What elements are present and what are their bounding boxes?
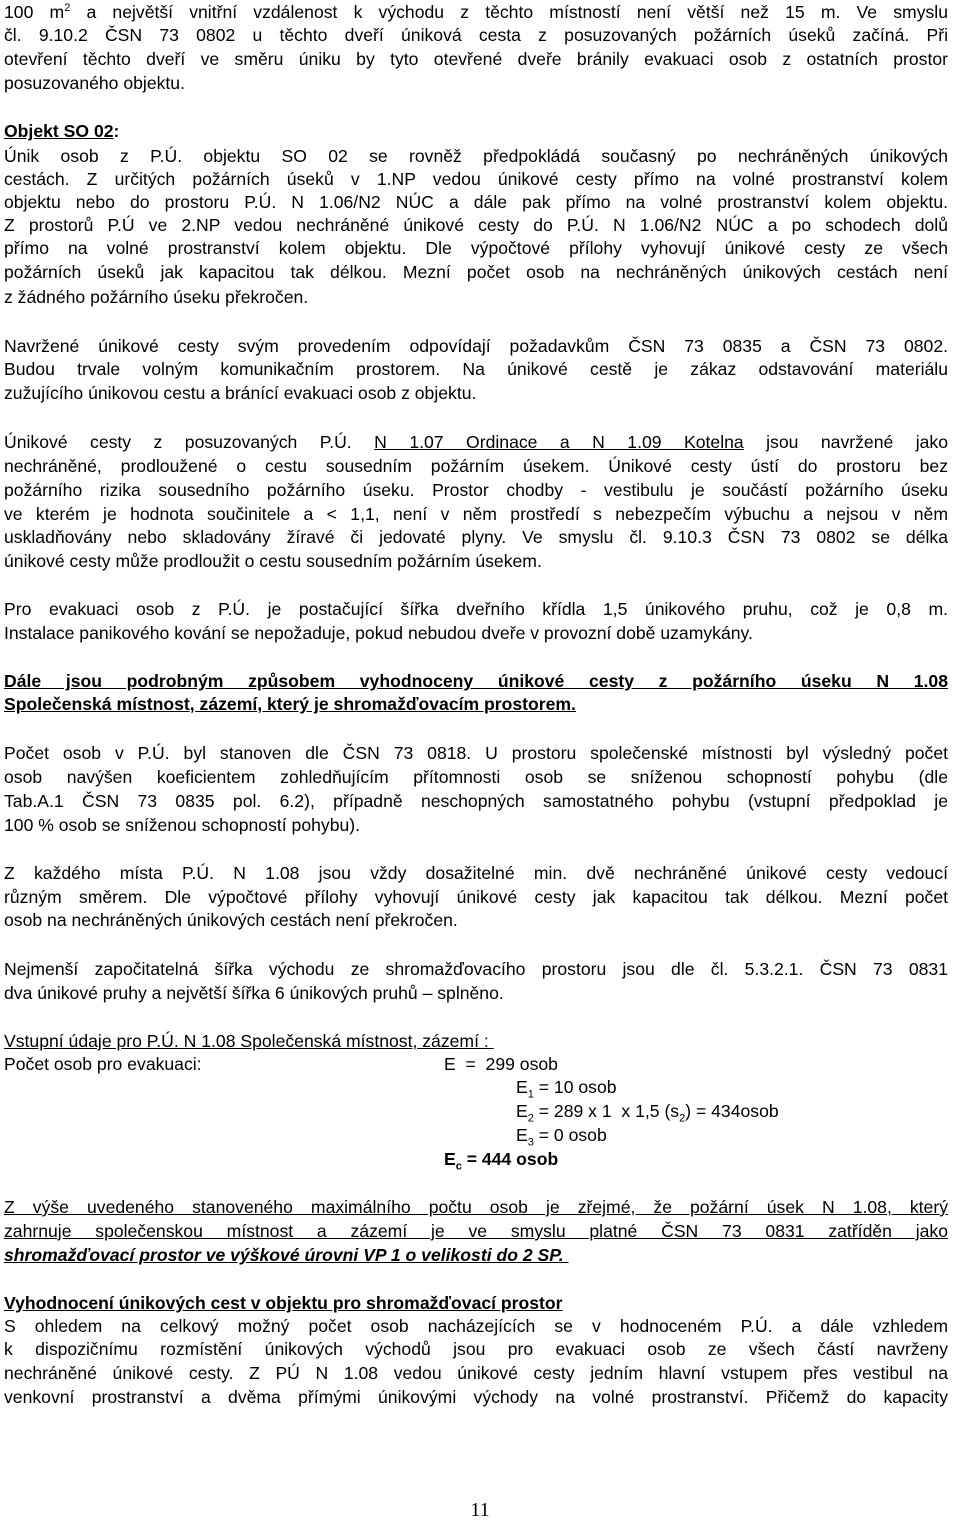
page-number: 11: [470, 1499, 490, 1521]
text-line: čl. 9.10.2 ČSN 73 0802 u těchto dveří úniková cesta z posuzovaných požárních úseků začíná. Při: [4, 25, 948, 45]
subscript: c: [455, 1160, 462, 1173]
text-line: 100 % osob se sníženou schopností pohybu).: [4, 815, 361, 835]
heading-text: Objekt SO 02: [4, 121, 114, 141]
text-line: Z každého místa P.Ú. N 1.08 jsou vždy dosažitelné min. dvě nechráněné únikové cesty vedoucí: [4, 863, 948, 883]
text-line: Z výše uvedeného stanoveného maximálního počtu osob je zřejmé, že požární úsek N 1.08, který: [4, 1197, 948, 1217]
section-heading: [4, 119, 119, 143]
text-line: posuzovaného objektu.: [4, 73, 185, 93]
calc-Ec: [444, 1147, 558, 1171]
text-line: uskladňovány nebo skladovány žíravé či jedovaté plyny. Ve smyslu čl. 9.10.3 ČSN 73 0802 se délka: [4, 527, 948, 547]
input-data-heading: Vstupní údaje pro P.Ú. N 1.08 Společenská místnost, zázemí :: [4, 1031, 494, 1051]
calc-E: E = 299 osob: [444, 1054, 558, 1074]
text-line: únikové cesty může prodloužit o cestu sousedním požárním úsekem.: [4, 551, 542, 571]
underlined-fragment: N 1.07 Ordinace a N 1.09 Kotelna: [374, 432, 744, 452]
calc-E3: [516, 1123, 607, 1147]
symbol: E: [444, 1149, 456, 1169]
text-line: z žádného požárního úseku překročen.: [4, 287, 309, 307]
symbol: E: [516, 1101, 528, 1121]
text-line: různým směrem. Dle výpočtové přílohy vyhovují únikové cesty jak kapacitou tak délkou. Mezní počet: [4, 887, 948, 907]
text-line: objektu nebo do prostoru P.Ú. N 1.06/N2 NÚC a dále pak přímo na volné prostranství kolem objektu.: [4, 192, 948, 212]
subscript: 2: [679, 1112, 686, 1125]
text-line: Počet osob v P.Ú. byl stanoven dle ČSN 73 0818. U prostoru společenské místnosti byl výsledný počet: [4, 743, 948, 763]
bold-heading-line: Dále jsou podrobným způsobem vyhodnoceny únikové cesty z požárního úseku N 1.08: [4, 671, 948, 691]
text-line: nechráněné únikové cesty. Z PÚ N 1.08 vedou únikové cesty jedním hlavní vstupem přes vestibul na: [4, 1363, 948, 1383]
text-line: požárních úseků jak kapacitou tak délkou. Mezní počet osob na nechráněných únikových cestách není: [4, 262, 948, 282]
symbol: E: [516, 1125, 528, 1145]
text-fragment: 100 m: [4, 2, 65, 22]
text-line: venkovní prostranství a dvěma přímými únikovými východy na volné prostranství. Přičemž do kapacity: [4, 1387, 948, 1407]
value: = 0 osob: [533, 1125, 607, 1145]
text-fragment: Únikové cesty z posuzovaných P.Ú.: [4, 432, 375, 452]
subscript: 1: [527, 1088, 534, 1101]
text-line: Budou trvale volným komunikačním prostorem. Na únikové cestě je zákaz odstavování materiálu: [4, 359, 948, 379]
text-line: Navržené únikové cesty svým provedením odpovídají požadavkům ČSN 73 0835 a ČSN 73 0802.: [4, 336, 948, 356]
text-line: požárního rizika sousedního požárního úseku. Prostor chodby - vestibulu je součástí požárního úseku: [4, 480, 948, 500]
text-line: přímo na volné prostranství kolem objektu. Dle výpočtové přílohy vyhovují únikové cesty ze všech: [4, 238, 948, 258]
text-fragment: jsou navržené jako: [743, 432, 949, 452]
text-line: Z prostorů P.Ú ve 2.NP vedou nechráněné únikové cesty do P.Ú. N 1.06/N2 NÚC a po schodech dolů: [4, 215, 948, 235]
text-line: dva únikové pruhy a největší šířka 6 únikových pruhů – splněno.: [4, 983, 504, 1003]
text-line: otevření těchto dveří ve směru úniku by tyto otevřené dveře bránily evakuaci osob z ostatních prostor: [4, 49, 948, 69]
text-fragment: a největší vnitřní vzdálenost k východu z těchto místností není větší než 15 m. Ve smyslu: [70, 2, 948, 22]
subscript: 2: [527, 1112, 534, 1125]
value: ) = 434osob: [685, 1101, 779, 1121]
text-line: cestách. Z určitých požárních úseků v 1.NP vedou únikové cesty přímo na volné prostranství kolem: [4, 169, 948, 189]
symbol: E: [516, 1077, 528, 1097]
text-line: [4, 430, 948, 454]
text-line: shromažďovací prostor ve výškové úrovni VP 1 o velikosti do 2 SP.: [4, 1245, 569, 1265]
calc-label: Počet osob pro evakuaci:: [4, 1054, 202, 1074]
superscript: 2: [64, 2, 71, 15]
value: = 444 osob: [461, 1149, 559, 1169]
bold-heading-line: Společenská místnost, zázemí, který je shromažďovacím prostorem.: [4, 694, 576, 714]
text-line: zužujícího únikovou cestu a bránící evakuaci osob z objektu.: [4, 383, 477, 403]
text-line: [4, 0, 948, 24]
text-line: Tab.A.1 ČSN 73 0835 pol. 6.2), případně neschopných samostatného pohybu (vstupní předpoklad je: [4, 791, 948, 811]
text-line: ve kterém je hodnota součinitele a < 1,1, není v něm prostředí s nebezpečím výbuchu a nejsou v něm: [4, 504, 948, 524]
text-line: Únik osob z P.Ú. objektu SO 02 se rovněž předpokládá současný po nechráněných únikových: [4, 146, 948, 166]
text-line: S ohledem na celkový možný počet osob nacházejících se v hodnoceném P.Ú. a dále vzhledem: [4, 1316, 948, 1336]
value: = 10 osob: [533, 1077, 617, 1097]
text-line: Instalace panikového kování se nepožaduje, pokud nebudou dveře v provozní době uzamykány.: [4, 623, 753, 643]
text-line: osob na nechráněných únikových cestách není překročen.: [4, 910, 458, 930]
text-line: nechráněné, prodloužené o cestu sousedním požárním úsekem. Únikové cesty ústí do prostoru bez: [4, 456, 948, 476]
text-line: zahrnuje společenskou místnost a zázemí je ve smyslu platné ČSN 73 0831 zatříděn jako: [4, 1221, 948, 1241]
heading-colon: :: [113, 121, 120, 141]
text-line: Nejmenší započitatelná šířka východu ze shromažďovacího prostoru jsou dle čl. 5.3.2.1. ČSN 73 0831: [4, 959, 948, 979]
text-line: osob navýšen koeficientem zohledňujícím přítomnosti osob se sníženou schopností pohybu (dle: [4, 767, 948, 787]
calc-E2: [516, 1099, 779, 1123]
calc-E1: [516, 1075, 617, 1099]
section-heading: Vyhodnocení únikových cest v objektu pro shromažďovací prostor: [4, 1293, 563, 1313]
value: = 289 x 1 x 1,5 (s: [533, 1101, 680, 1121]
text-line: k dispozičnímu rozmístění únikových východů jsou pro evakuaci osob ze všech částí navrženy: [4, 1339, 948, 1359]
text-line: Pro evakuaci osob z P.Ú. je postačující šířka dveřního křídla 1,5 únikového pruhu, což je 0,8 m.: [4, 599, 948, 619]
subscript: 3: [527, 1136, 534, 1149]
